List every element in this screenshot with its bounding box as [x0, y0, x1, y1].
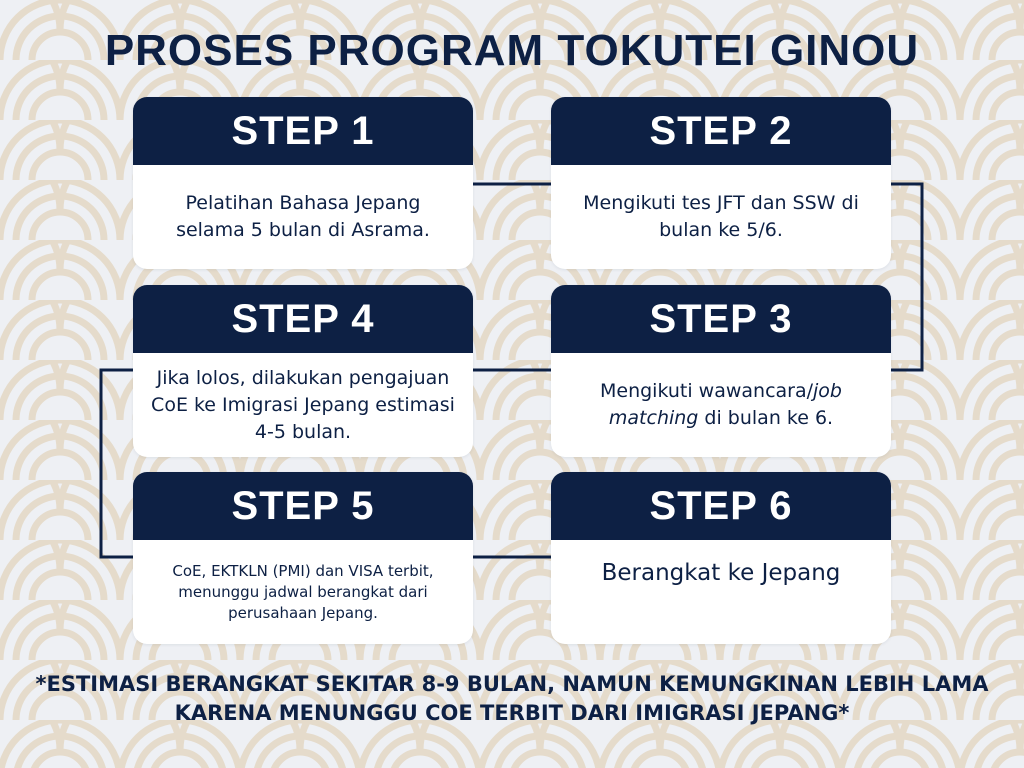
step-2-label: STEP 2	[551, 97, 891, 165]
page-title: PROSES PROGRAM TOKUTEI GINOU	[104, 26, 920, 75]
step-3-text-italic: job matching	[608, 380, 842, 429]
step-2-description: Mengikuti tes JFT dan SSW di bulan ke 5/6.	[583, 192, 859, 241]
step-3-label: STEP 3	[551, 285, 891, 353]
step-1-label: STEP 1	[133, 97, 473, 165]
step-1-card	[133, 97, 473, 269]
step-6-label: STEP 6	[551, 472, 891, 540]
step-3-text-before: Mengikuti wawancara/	[599, 380, 814, 402]
step-5-card	[133, 472, 473, 644]
step-5-description: CoE, EKTKLN (PMI) dan VISA terbit, menunggu jadwal berangkat dari perusahaan Jepang.	[172, 561, 434, 622]
step-6-description: Berangkat ke Jepang	[601, 560, 841, 586]
step-4-description: Jika lolos, dilakukan pengajuan CoE ke Imigrasi Jepang estimasi 4-5 bulan.	[151, 366, 455, 443]
connector-step4-step5	[101, 370, 133, 557]
step-4-card	[133, 285, 473, 457]
step-1-description: Pelatihan Bahasa Jepang selama 5 bulan di Asrama.	[176, 192, 430, 241]
step-6-card	[551, 472, 891, 644]
step-3-card	[551, 285, 891, 457]
step-3-description	[551, 353, 891, 457]
step-5-label: STEP 5	[133, 472, 473, 540]
step-2-card	[551, 97, 891, 269]
step-4-label: STEP 4	[133, 285, 473, 353]
connector-step2-step3	[891, 184, 922, 370]
estimate-note: *ESTIMASI BERANGKAT SEKITAR 8-9 BULAN, NAMUN KEMUNGKINAN LEBIH LAMA KARENA MENUNGGU COE TERBIT DARI IMIGRASI JEPANG*	[35, 672, 989, 725]
step-3-text-after: di bulan ke 6.	[698, 407, 834, 429]
